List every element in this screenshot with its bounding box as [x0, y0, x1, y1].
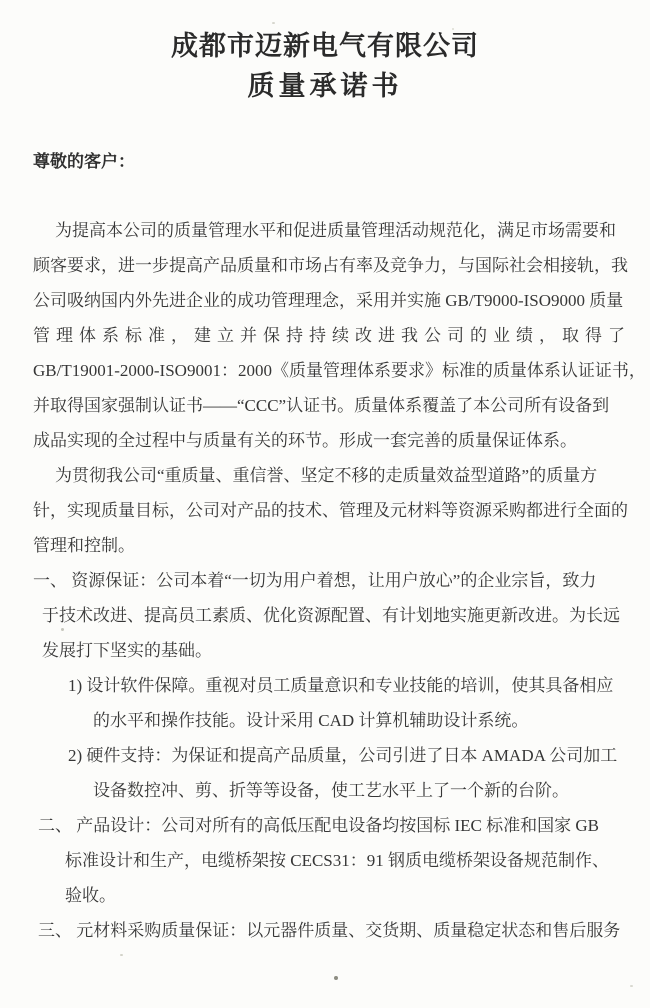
- scan-speck: [120, 954, 123, 956]
- document-title: 质量承诺书: [247, 71, 403, 101]
- list-item-line: 2) 硬件支持：为保证和提高产品质量，公司引进了日本 AMADA 公司加工: [68, 746, 618, 765]
- text-line: 为提高本公司的质量管理水平和促进质量管理活动规范化，满足市场需要和: [55, 221, 616, 240]
- text-line: 于技术改进、提高员工素质、优化资源配置、有计划地实施更新改进。为长远: [42, 606, 620, 625]
- text-line: 顾客要求，进一步提高产品质量和市场占有率及竞争力，与国际社会相接轨，我: [33, 256, 628, 275]
- salutation: 尊敬的客户：: [33, 152, 135, 171]
- section-heading-line: 一、 资源保证：公司本着“一切为用户着想，让用户放心”的企业宗旨，致力: [33, 571, 597, 590]
- text-line: 的水平和操作技能。设计采用 CAD 计算机辅助设计系统。: [93, 711, 529, 730]
- text-line: 管理和控制。: [33, 536, 135, 555]
- text-line: 发展打下坚实的基础。: [42, 641, 212, 660]
- scan-speck: [61, 628, 64, 631]
- scan-speck: [272, 22, 275, 24]
- text-line: 公司吸纳国内外先进企业的成功管理理念，采用并实施 GB/T9000-ISO9000 质量: [33, 291, 624, 310]
- scan-speck: [452, 28, 454, 30]
- document-header: [0, 26, 650, 106]
- text-line: 为贯彻我公司“重质量、重信誉、坚定不移的走质量效益型道路”的质量方: [55, 466, 598, 485]
- document-body: [33, 213, 646, 948]
- scan-speck: [334, 976, 338, 980]
- text-line: 验收。: [65, 886, 116, 905]
- text-line: 成品实现的全过程中与质量有关的环节。形成一套完善的质量保证体系。: [33, 431, 577, 450]
- text-line: 设备数控冲、剪、折等等设备，使工艺水平上了一个新的台阶。: [93, 781, 569, 800]
- section-heading-line: 三、 元材料采购质量保证：以元器件质量、交货期、质量稳定状态和售后服务: [38, 921, 621, 940]
- text-line: 并取得国家强制认证书——“CCC”认证书。质量体系覆盖了本公司所有设备到: [33, 396, 610, 415]
- scan-speck: [630, 985, 633, 987]
- text-line: 针，实现质量目标，公司对产品的技术、管理及元材料等资源采购都进行全面的: [33, 501, 628, 520]
- text-line: 标准设计和生产，电缆桥架按 CECS31：91 钢质电缆桥架设备规范制作、: [65, 851, 610, 870]
- text-line: 管理体系标准，建立并保持持续改进我公司的业绩，取得了: [33, 326, 631, 345]
- text-line: GB/T19001-2000-ISO9001：2000《质量管理体系要求》标准的质量体系认证证书，: [33, 361, 646, 380]
- company-name: 成都市迈新电气有限公司: [171, 31, 479, 61]
- section-heading-line: 二、 产品设计：公司对所有的高低压配电设备均按国标 IEC 标准和国家 GB: [38, 816, 599, 835]
- list-item-line: 1) 设计软件保障。重视对员工质量意识和专业技能的培训，使其具备相应: [68, 676, 614, 695]
